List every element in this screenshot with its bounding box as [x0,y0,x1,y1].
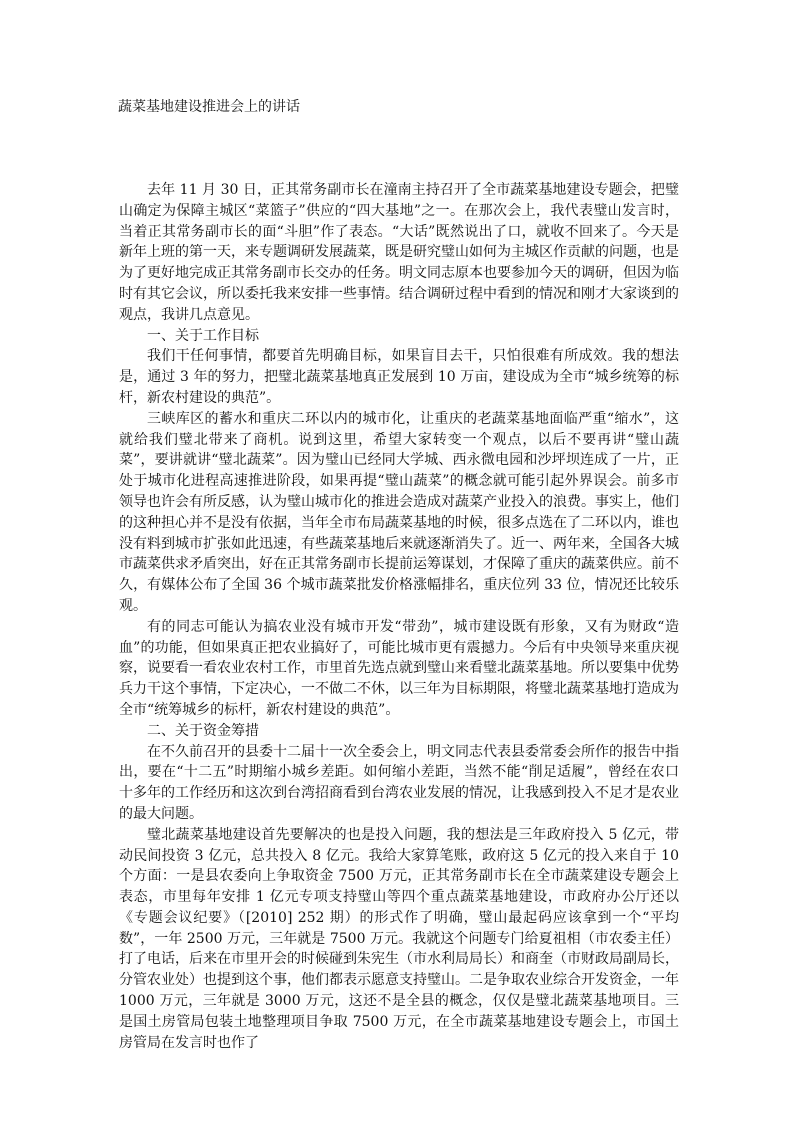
section-heading-funding: 二、关于资金筹措 [147,722,259,739]
intro-paragraph: 去年 11 月 30 日，正其常务副市长在潼南主持召开了全市蔬菜基地建设专题会，把璧山确定为保障主城区“菜篮子”供应的“四大基地”之一。在那次会上，我代表璧山发言时，当着正其常务副市长的面“斗胆”作了表态。“大话”既然说出了口，就收不回来了。今天是新年上班的第一天，来专题调研发展蔬菜，既是研究璧山如何为主城区作贡献的问题，也是为了更好地完成正其常务副市长交办的任务。明文同志原本也要参加今天的调研，但因为临时有其它会议，所以委托我来安排一些事情。结合调研过程中看到的情况和刚才大家谈到的观点，我讲几点意见。 [119,182,679,323]
paragraph-funding-context: 在不久前召开的县委十二届十一次全委会上，明文同志代表县委常委会所作的报告中指出，要在“十二五”时期缩小城乡差距。如何缩小差距，当然不能“削足适履”，曾经在农口十多年的工作经历和这次到台湾招商看到台湾农业发展的情况，让我感到投入不足才是农业的最大问题。 [119,743,679,822]
paragraph-urbanization: 三峡库区的蓄水和重庆二环以内的城市化，让重庆的老蔬菜基地面临严重“缩水”，这就给我们璧北带来了商机。说到这里，希望大家转变一个观点，以后不要再讲“璧山蔬菜”，要讲就讲“璧北蔬菜”。因为璧山已经同大学城、西永微电园和沙坪坝连成了一片，正处于城市化进程高速推进阶段，如果再提“璧山蔬菜”的概念就可能引起外界误会。前多市领导也许会有所反感，认为璧山城市化的推进会造成对蔬菜产业投入的浪费。事实上，他们的这种担心并不是没有依据，当年全市布局蔬菜基地的时候，很多点选在了二环以内，谁也没有料到城市扩张如此迅速，有些蔬菜基地后来就逐渐消失了。近一、两年来，全国各大城市蔬菜供求矛盾突出，好在正其常务副市长提前运筹谋划，才保障了重庆的蔬菜供应。前不久，有媒体公布了全国 36 个城市蔬菜批发价格涨幅排名，重庆位列 33 位，情况还比较乐观。 [119,410,679,614]
paragraph-funding-plan: 璧北蔬菜基地建设首先要解决的也是投入问题，我的想法是三年政府投入 5 亿元，带动民间投资 3 亿元，总共投入 8 亿元。我给大家算笔账，政府这 5 亿元的投入来自于 10 个方面：一是县农委向上争取资金 7500 万元，正其常务副市长在全市蔬菜建设专题会上表态，市里每年安排 1 亿元专项支持璧山等四个重点蔬菜基地建设，市政府办公厅还以《专题会议纪要》（[2010] 252 期）的形式作了明确，璧山最起码应该拿到一个“平均数”，一年 2500 万元，三年就是 7500 万元。我就这个问题专门给夏祖相（市农委主任）打了电话，后来在市里开会的时候碰到朱宪生（市水利局局长）和商奎（市财政局副局长，分管农业处）也提到这个事，他们都表示愿意支持璧山。二是争取农业综合开发资金，一年 1000 万元，三年就是 3000 万元，这还不是全县的概念，仅仅是璧北蔬菜基地项目。三是国土房管局包装土地整理项目争取 7500 万元，在全市蔬菜基地建设专题会上，市国土房管局在发言时也作了 [119,826,679,1051]
section-heading-work-goal: 一、关于工作目标 [147,327,259,344]
paragraph-agriculture-value: 有的同志可能认为搞农业没有城市开发“带劲”，城市建设既有形象，又有为财政“造血”的功能，但如果真正把农业搞好了，可能比城市更有震撼力。今后有中央领导来重庆视察，说要看一看农业农村工作，市里首先选点就到璧山来看璧北蔬菜基地。所以要集中优势兵力干这个事情，下定决心，一不做二不休，以三年为目标期限，将璧北蔬菜基地打造成为全市“统筹城乡的标杆，新农村建设的典范”。 [119,618,679,718]
document-body [119,180,679,1053]
paragraph-goal-statement: 我们干任何事情，都要首先明确目标，如果盲目去干，只怕很难有所成效。我的想法是，通过 3 年的努力，把璧北蔬菜基地真正发展到 10 万亩，建设成为全市“城乡统筹的标杆，新农村建设的典范”。 [119,348,679,406]
document-title: 蔬菜基地建设推进会上的讲话 [118,99,300,115]
